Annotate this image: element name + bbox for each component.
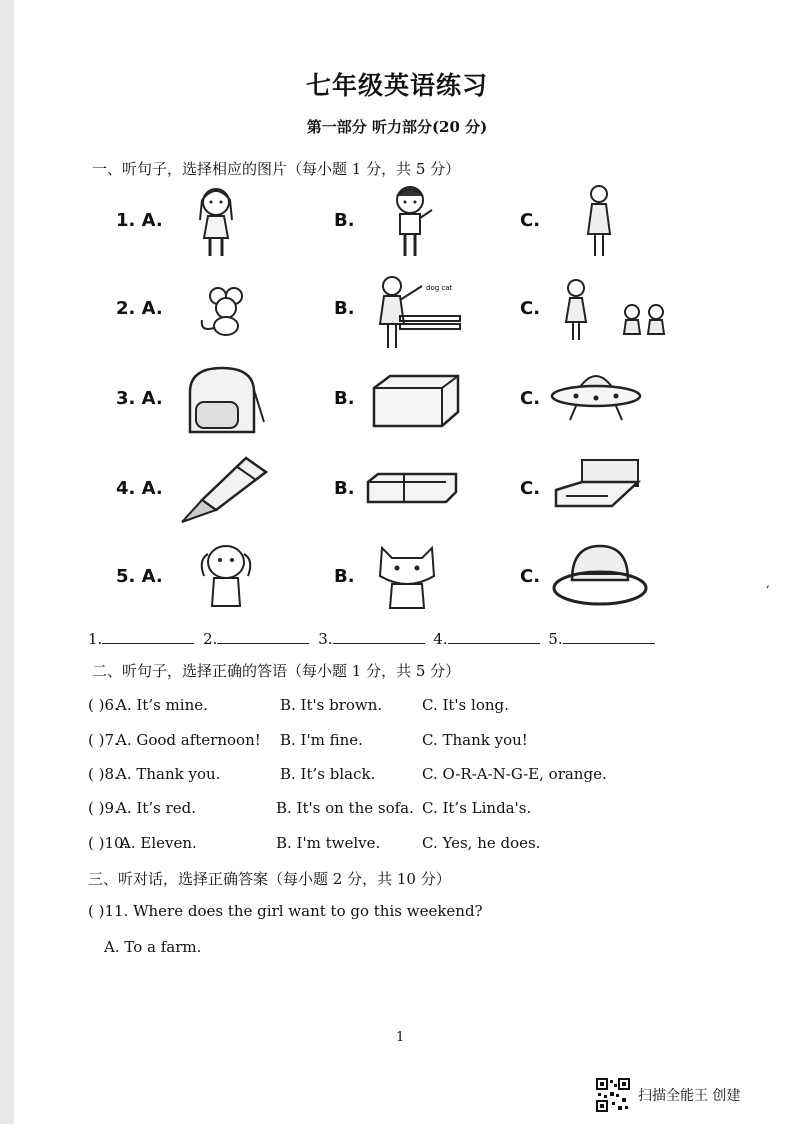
page-title: 七年级英语练习 [305, 71, 488, 100]
eraser-icon [364, 472, 460, 506]
option-a[interactable]: A. It’s red. [116, 799, 196, 817]
option-b[interactable]: B. I'm twelve. [276, 834, 381, 852]
question-number: 2. A. [116, 298, 163, 319]
page-number: 1 [396, 1030, 405, 1045]
question-11: ( )11. Where does the girl want to go this weekend? [88, 902, 483, 920]
scanner-watermark [596, 1078, 740, 1112]
schoolbag-icon [180, 362, 266, 436]
pen-icon [176, 452, 272, 524]
option-c-label: C. [520, 566, 541, 587]
picture-question-row-5 [0, 540, 794, 620]
answer-blank-5[interactable]: 5. [548, 630, 654, 648]
option-a[interactable]: A. Thank you. [116, 765, 221, 783]
teacher-icon [370, 272, 464, 350]
question-number: ( )7. [88, 731, 119, 749]
question-number: 5. A. [116, 566, 163, 587]
answer-blank-1[interactable]: 1. [88, 630, 194, 648]
qr-code-icon [596, 1078, 630, 1112]
option-c-label: C. [520, 388, 541, 409]
option-c[interactable]: C. O-R-A-N-G-E, orange. [422, 765, 607, 783]
question-number: 1. A. [116, 210, 163, 231]
children-icon [562, 276, 674, 346]
part-subtitle: 第一部分 听力部分(20 分) [306, 118, 488, 136]
question-11-option-a[interactable]: A. To a farm. [104, 938, 202, 956]
ufo-icon [548, 366, 644, 428]
option-b-label: B. [334, 566, 355, 587]
option-c[interactable]: C. Thank you! [422, 731, 528, 749]
picture-question-row-3 [0, 362, 794, 442]
option-c-label: C. [520, 478, 541, 499]
section2-heading: 二、听句子，选择正确的答语（每小题 1 分，共 5 分） [92, 662, 461, 680]
option-b-label: B. [334, 210, 355, 231]
answer-blank-3[interactable]: 3. [318, 630, 424, 648]
mouse-icon [196, 282, 256, 340]
margin-mark: , [766, 576, 770, 590]
section1-heading: 一、听句子，选择相应的图片（每小题 1 分，共 5 分） [92, 160, 461, 178]
question-number: ( )9. [88, 799, 119, 817]
pencil-box-icon [552, 456, 642, 514]
option-b-label: B. [334, 298, 355, 319]
picture-question-row-4 [0, 452, 794, 532]
picture-question-row-2 [0, 272, 794, 352]
picture-question-row-1 [0, 184, 794, 264]
question-number: ( )10. [88, 834, 129, 852]
option-c[interactable]: C. It's long. [422, 696, 509, 714]
option-b[interactable]: B. It's on the sofa. [276, 799, 414, 817]
option-b-label: B. [334, 388, 355, 409]
cat-icon [372, 540, 442, 612]
option-a[interactable]: A. Good afternoon! [116, 731, 261, 749]
dog-icon [194, 540, 258, 612]
answer-blank-2[interactable]: 2. [203, 630, 309, 648]
option-b-label: B. [334, 478, 355, 499]
option-c-label: C. [520, 298, 541, 319]
option-b[interactable]: B. It’s black. [280, 765, 376, 783]
question-number: 4. A. [116, 478, 163, 499]
question-number: 3. A. [116, 388, 163, 409]
girl-icon [186, 184, 246, 260]
question-number: ( )6. [88, 696, 119, 714]
woman-icon [582, 184, 616, 260]
option-a[interactable]: A. It’s mine. [116, 696, 208, 714]
option-b[interactable]: B. I'm fine. [280, 731, 363, 749]
board-text: dog cat [426, 284, 453, 292]
answer-blank-4[interactable]: 4. [433, 630, 539, 648]
hat-icon [552, 540, 648, 610]
option-c[interactable]: C. Yes, he does. [422, 834, 541, 852]
book-icon [370, 374, 462, 428]
option-b[interactable]: B. It's brown. [280, 696, 383, 714]
section3-heading: 三、听对话，选择正确答案（每小题 2 分，共 10 分） [88, 870, 451, 888]
watermark-text: 扫描全能王 创建 [638, 1088, 741, 1104]
option-c[interactable]: C. It’s Linda's. [422, 799, 532, 817]
boy-icon [384, 184, 440, 260]
answer-blanks [88, 630, 659, 648]
option-c-label: C. [520, 210, 541, 231]
option-a[interactable]: A. Eleven. [120, 834, 197, 852]
question-number: ( )8. [88, 765, 119, 783]
